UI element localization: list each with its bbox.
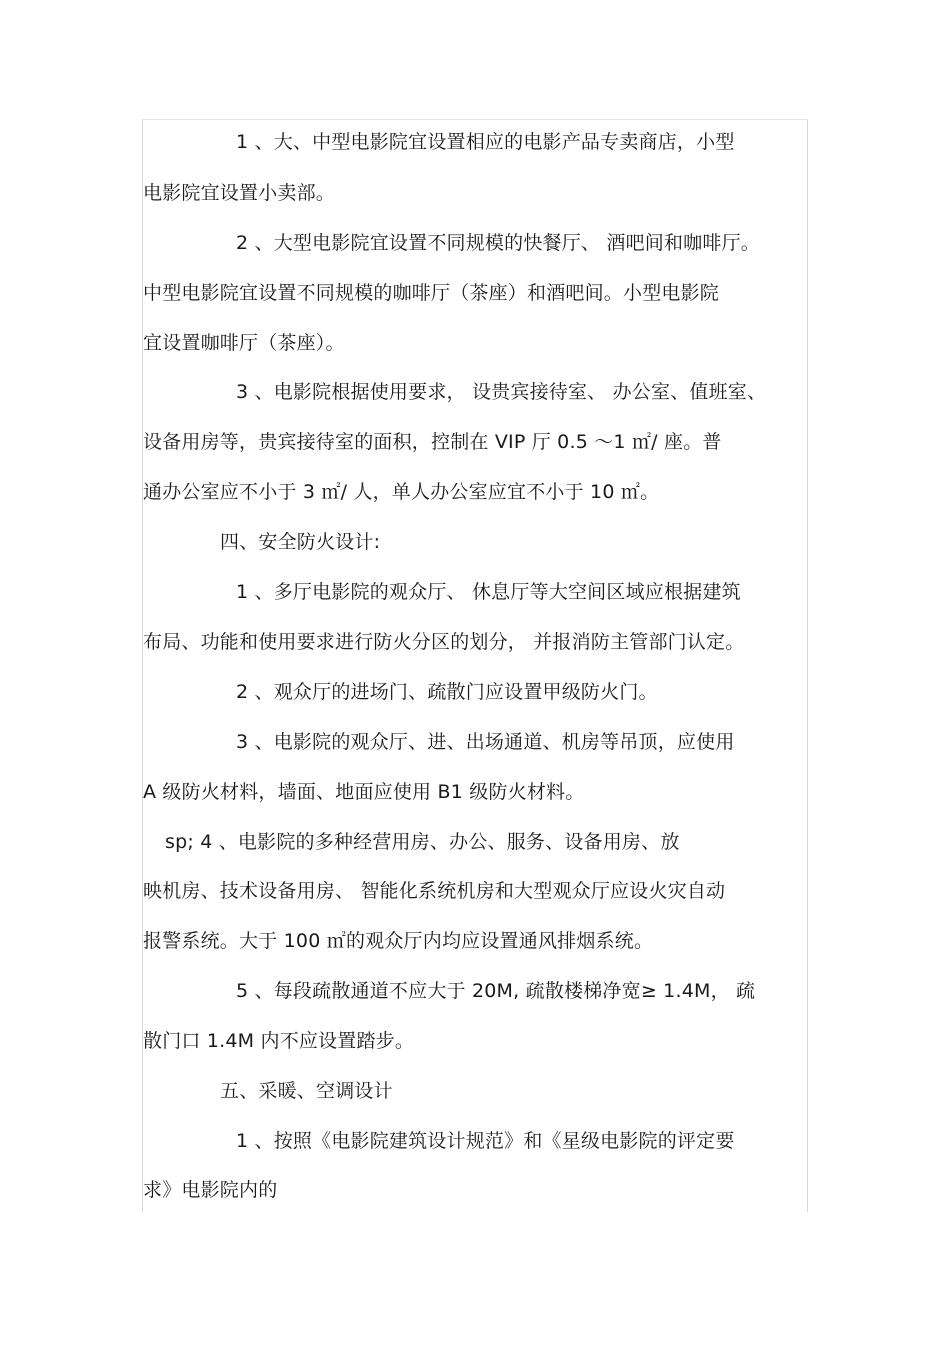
text-line: 散门口 1.4M 内不应设置踏步。	[143, 1030, 415, 1052]
text-line: 2 、大型电影院宜设置不同规模的快餐厅、 酒吧间和咖啡厅。	[236, 232, 760, 254]
text-line: 宜设置咖啡厅（茶座）。	[143, 332, 345, 354]
text-line: 映机房、技术设备用房、 智能化系统机房和大型观众厅应设火灾自动	[143, 880, 726, 902]
section-heading: 五、采暖、空调设计	[220, 1080, 393, 1102]
text-line: 1 、按照《电影院建筑设计规范》和《星级电影院的评定要	[236, 1130, 735, 1152]
section-heading: 四、安全防火设计:	[220, 531, 381, 553]
text-line: 通办公室应不小于 3 ㎡/ 人，单人办公室应宜不小于 10 ㎡。	[143, 481, 660, 503]
text-line: A 级防火材料，墙面、地面应使用 B1 级防火材料。	[143, 781, 585, 803]
text-line: 布局、功能和使用要求进行防火分区的划分， 并报消防主管部门认定。	[143, 631, 745, 653]
text-line: 设备用房等，贵宾接待室的面积，控制在 VIP 厅 0.5 ～1 ㎡/ 座。普	[143, 431, 722, 453]
text-line: 报警系统。大于 100 ㎡的观众厅内均应设置通风排烟系统。	[143, 930, 654, 952]
text-line: 1 、大、中型电影院宜设置相应的电影产品专卖商店，小型	[236, 131, 735, 153]
text-line: 求》电影院内的	[143, 1179, 278, 1201]
text-line: 2 、观众厅的进场门、疏散门应设置甲级防火门。	[236, 681, 658, 703]
text-line: 电影院宜设置小卖部。	[143, 182, 336, 204]
text-line: 3 、电影院的观众厅、进、出场通道、机房等吊顶，应使用	[236, 731, 735, 753]
text-line: 中型电影院宜设置不同规模的咖啡厅（茶座）和酒吧间。小型电影院	[143, 282, 720, 304]
text-line: 1 、多厅电影院的观众厅、 休息厅等大空间区域应根据建筑	[236, 581, 741, 603]
text-line: sp; 4 、电影院的多种经营用房、办公、服务、设备用房、放	[165, 831, 680, 853]
text-line: 5 、每段疏散通道不应大于 20M, 疏散楼梯净宽≥ 1.4M， 疏	[236, 980, 756, 1002]
text-line: 3 、电影院根据使用要求， 设贵宾接待室、 办公室、值班室、	[236, 381, 767, 403]
